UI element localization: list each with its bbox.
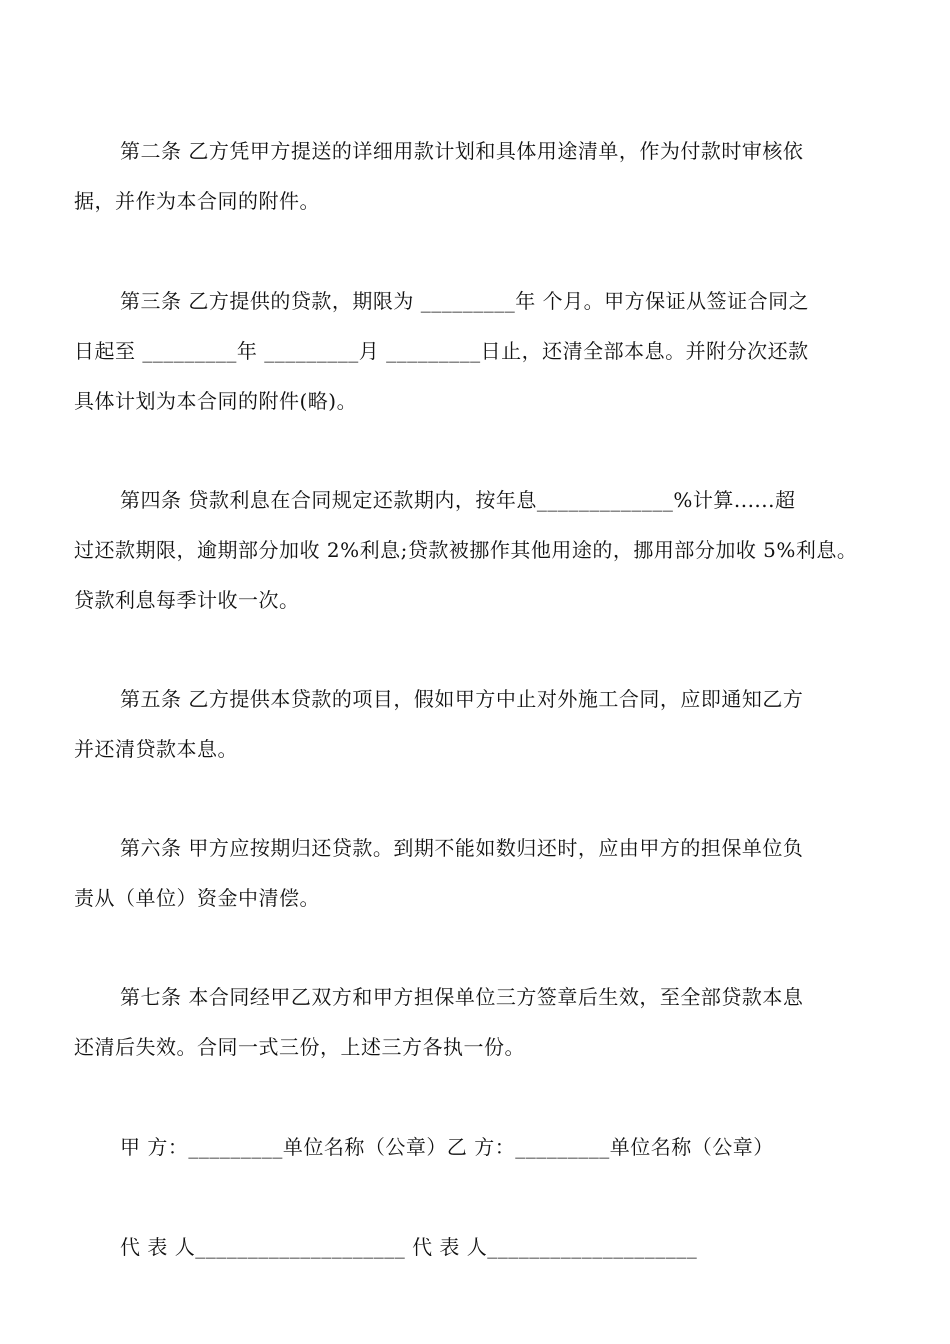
signature-representatives-text: 代 表 人____________________ 代 表 人____________________ — [120, 1235, 698, 1259]
signature-parties-line — [74, 1122, 884, 1172]
clause-2-line-2: 据，并作为本合同的附件。 — [74, 189, 320, 213]
clause-5-paragraph — [74, 674, 884, 774]
signature-representatives-line — [74, 1222, 884, 1272]
clause-4-line-1: 第四条 贷款利息在合同规定还款期内，按年息_____________%计算......超 — [120, 488, 796, 512]
clause-7-paragraph — [74, 972, 884, 1072]
clause-4-line-2: 过还款期限，逾期部分加收 2%利息;贷款被挪作其他用途的，挪用部分加收 5%利息。 — [74, 538, 858, 562]
clause-3-line-1: 第三条 乙方提供的贷款，期限为 _________年 个月。甲方保证从签证合同之 — [120, 289, 810, 313]
clause-4-paragraph — [74, 475, 884, 625]
signature-parties-text: 甲 方：_________单位名称（公章）乙 方：_________单位名称（公章） — [120, 1135, 774, 1159]
clause-3-paragraph — [74, 276, 884, 426]
clause-4-line-3: 贷款利息每季计收一次。 — [74, 588, 300, 612]
clause-2-paragraph — [74, 126, 884, 226]
clause-7-line-1: 第七条 本合同经甲乙双方和甲方担保单位三方签章后生效，至全部贷款本息 — [120, 985, 804, 1009]
clause-6-line-2: 责从（单位）资金中清偿。 — [74, 886, 320, 910]
clause-3-line-2: 日起至 _________年 _________月 _________日止，还清全部本息。并附分次还款 — [74, 339, 809, 363]
clause-5-line-1: 第五条 乙方提供本贷款的项目，假如甲方中止对外施工合同，应即通知乙方 — [120, 687, 804, 711]
clause-7-line-2: 还清后失效。合同一式三份，上述三方各执一份。 — [74, 1035, 525, 1059]
clause-3-line-3: 具体计划为本合同的附件(略)。 — [74, 389, 358, 413]
clause-2-line-1: 第二条 乙方凭甲方提送的详细用款计划和具体用途清单，作为付款时审核依 — [120, 139, 804, 163]
clause-6-line-1: 第六条 甲方应按期归还贷款。到期不能如数归还时，应由甲方的担保单位负 — [120, 836, 804, 860]
clause-5-line-2: 并还清贷款本息。 — [74, 737, 238, 761]
clause-6-paragraph — [74, 823, 884, 923]
